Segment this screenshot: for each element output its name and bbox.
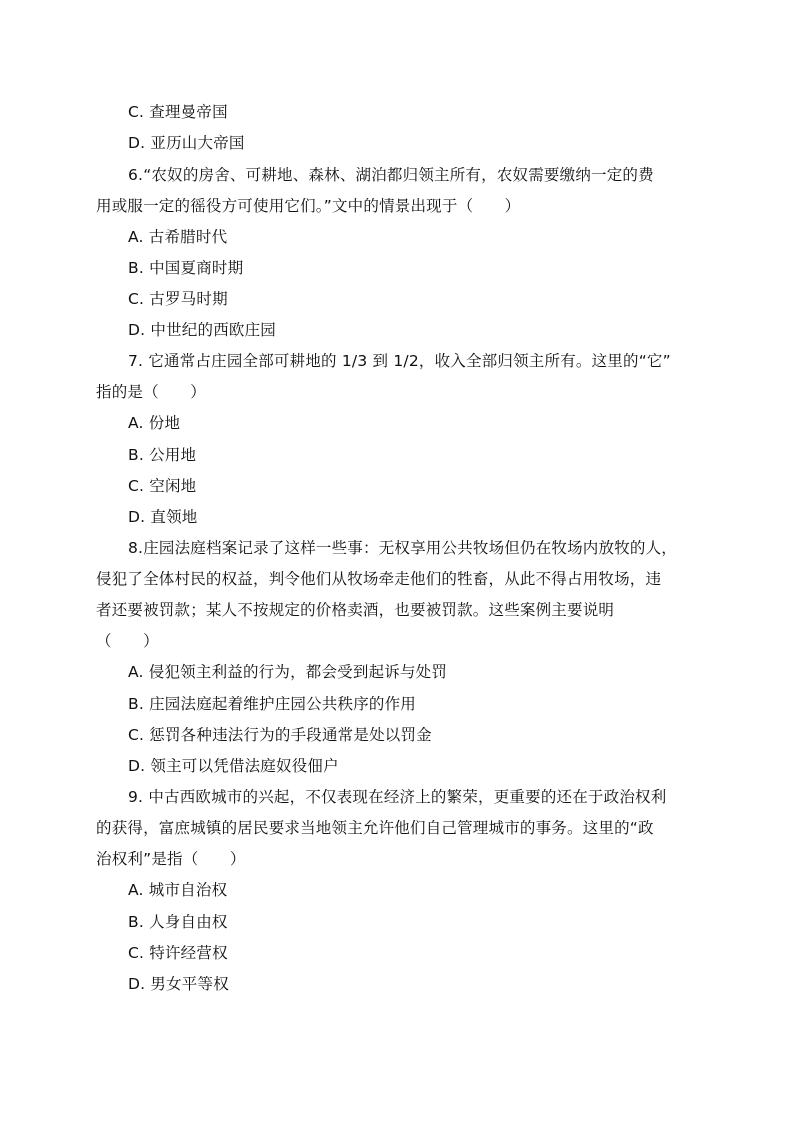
q8-stem-line-3: 者还要被罚款；某人不按规定的价格卖酒，也要被罚款。这些案例主要说明 [96,601,615,619]
q9-option-a: A. 城市自治权 [128,881,228,899]
q5-option-d: D. 亚历山大帝国 [128,134,245,152]
q6-stem-line-2: 用或服一定的徭役方可使用它们。”文中的情景出现于（ ） [96,197,521,215]
q6-option-a: A. 古希腊时代 [128,228,228,246]
q8-stem-line-2: 侵犯了全体村民的权益，判令他们从牧场牵走他们的牲畜，从此不得占用牧场，违 [96,570,662,588]
q8-stem-line-4: （ ） [96,632,159,650]
q7-option-c: C. 空闲地 [128,477,197,495]
q8-option-a: A. 侵犯领主利益的行为，都会受到起诉与处罚 [128,663,448,681]
q6-option-c: C. 古罗马时期 [128,290,228,308]
q6-stem-line-1: 6.“农奴的房舍、可耕地、森林、湖泊都归领主所有，农奴需要缴纳一定的费 [128,166,654,184]
q7-stem-line-2: 指的是（ ） [96,383,206,401]
q9-stem-line-1: 9. 中古西欧城市的兴起，不仅表现在经济上的繁荣，更重要的还在于政治权利 [128,788,667,806]
q9-stem-line-2: 的获得，富庶城镇的居民要求当地领主允许他们自己管理城市的事务。这里的“政 [96,819,654,837]
q7-option-a: A. 份地 [128,414,181,432]
q9-option-d: D. 男女平等权 [128,975,229,993]
q6-option-b: B. 中国夏商时期 [128,259,244,277]
q5-option-c: C. 查理曼帝国 [128,103,228,121]
q8-option-c: C. 惩罚各种违法行为的手段通常是处以罚金 [128,726,432,744]
q7-option-b: B. 公用地 [128,446,197,464]
q8-option-b: B. 庄园法庭起着维护庄园公共秩序的作用 [128,695,416,713]
q7-option-d: D. 直领地 [128,508,198,526]
q8-stem-line-1: 8.庄园法庭档案记录了这样一些事：无权享用公共牧场但仍在牧场内放牧的人， [128,539,677,557]
q8-option-d: D. 领主可以凭借法庭奴役佃户 [128,757,339,775]
q9-stem-line-3: 治权利”是指（ ） [96,850,246,868]
q6-option-d: D. 中世纪的西欧庄园 [128,321,276,339]
q9-option-c: C. 特许经营权 [128,944,228,962]
q7-stem-line-1: 7. 它通常占庄园全部可耕地的 1/3 到 1/2，收入全部归领主所有。这里的“它” [128,352,671,370]
q9-option-b: B. 人身自由权 [128,913,228,931]
